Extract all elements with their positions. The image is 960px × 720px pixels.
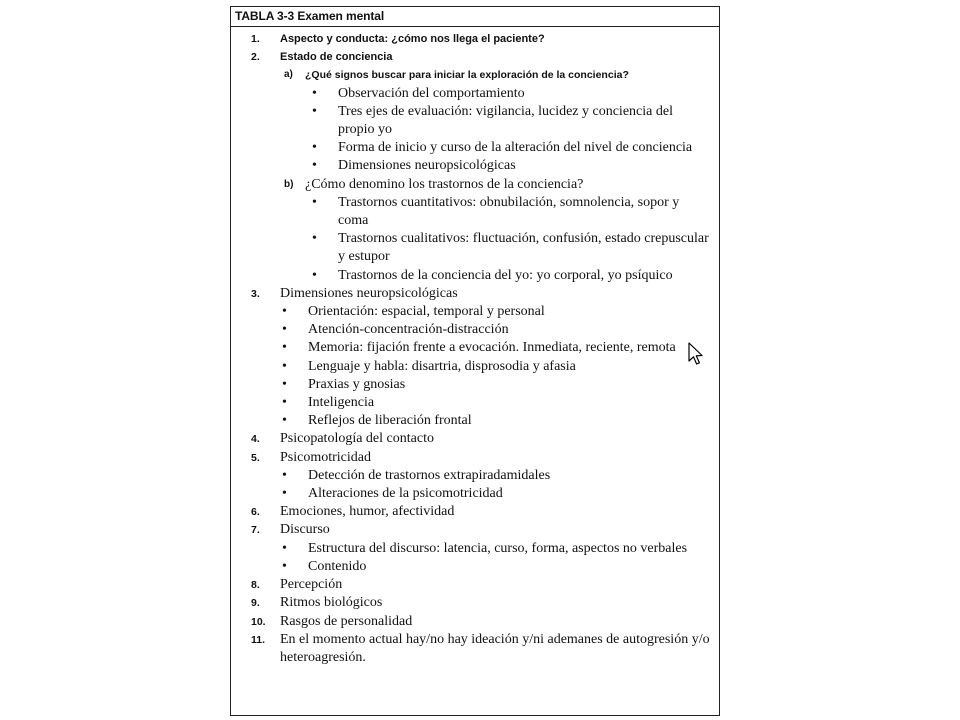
item-number: 2. xyxy=(251,51,260,64)
item-text: Ritmos biológicos xyxy=(280,595,383,611)
bullet-icon: • xyxy=(312,194,317,210)
item-text: Reflejos de liberación frontal xyxy=(308,413,472,429)
sub-item-label: b) xyxy=(284,178,294,190)
numbered-item xyxy=(231,449,719,467)
numbered-item xyxy=(231,48,719,66)
exam-table xyxy=(230,6,720,716)
item-number: 10. xyxy=(251,615,266,628)
item-number: 11. xyxy=(251,633,266,646)
item-text: Estructura del discurso: latencia, curso, forma, aspectos no verbales xyxy=(308,540,688,556)
bullet-item xyxy=(231,230,719,266)
item-text: Inteligencia xyxy=(308,395,375,411)
bullet-item xyxy=(231,540,719,558)
item-number: 7. xyxy=(251,524,260,537)
item-text: Psicopatología del contacto xyxy=(280,431,434,447)
bullet-item xyxy=(231,412,719,430)
item-text: ¿Qué signos buscar para iniciar la exploración de la conciencia? xyxy=(305,69,629,82)
bullet-item xyxy=(231,103,719,139)
item-text: Trastornos cualitativos: fluctuación, confusión, estado crepuscular y estupor xyxy=(338,231,709,265)
bullet-icon: • xyxy=(282,304,287,320)
numbered-item xyxy=(231,613,719,631)
bullet-item xyxy=(231,467,719,485)
numbered-item xyxy=(231,631,719,667)
sub-item xyxy=(231,176,719,194)
bullet-item xyxy=(231,267,719,285)
bullet-item xyxy=(231,339,719,357)
bullet-icon: • xyxy=(312,231,317,247)
numbered-item xyxy=(231,576,719,594)
bullet-icon: • xyxy=(312,140,317,156)
bullet-icon: • xyxy=(282,395,287,411)
item-text: En el momento actual hay/no hay ideación y/ni ademanes de autogresión y/o heteroagresión. xyxy=(280,631,710,665)
item-text: Tres ejes de evaluación: vigilancia, lucidez y conciencia del propio yo xyxy=(338,103,673,138)
item-text: ¿Cómo denomino los trastornos de la conciencia? xyxy=(305,176,584,192)
item-number: 9. xyxy=(251,597,260,610)
bullet-item xyxy=(231,303,719,321)
table-content xyxy=(231,27,719,667)
item-text: Atención-concentración-distracción xyxy=(308,322,509,338)
item-text: Rasgos de personalidad xyxy=(280,613,413,629)
item-text: Dimensiones neuropsicológicas xyxy=(280,285,458,301)
bullet-icon: • xyxy=(282,540,287,556)
item-text: Orientación: espacial, temporal y personal xyxy=(308,304,545,320)
item-text: Detección de trastornos extrapiradamidales xyxy=(308,467,551,483)
item-text: Trastornos de la conciencia del yo: yo corporal, yo psíquico xyxy=(338,267,673,283)
item-text: Praxias y gnosias xyxy=(308,376,406,392)
bullet-item xyxy=(231,139,719,157)
item-text: Lenguaje y habla: disartria, disprosodia y afasia xyxy=(308,358,576,374)
bullet-item xyxy=(231,85,719,103)
table-title: TABLA 3-3 Examen mental xyxy=(231,7,719,27)
bullet-icon: • xyxy=(282,358,287,374)
bullet-item xyxy=(231,358,719,376)
item-number: 1. xyxy=(251,33,260,45)
item-text: Dimensiones neuropsicológicas xyxy=(338,158,516,174)
bullet-item xyxy=(231,157,719,175)
item-text: Forma de inicio y curso de la alteración del nivel de conciencia xyxy=(338,140,693,156)
numbered-item xyxy=(231,521,719,539)
item-text: Percepción xyxy=(280,577,343,593)
bullet-icon: • xyxy=(312,158,317,174)
sub-item xyxy=(231,66,719,84)
bullet-icon: • xyxy=(312,103,317,119)
bullet-icon: • xyxy=(282,322,287,338)
numbered-item xyxy=(231,430,719,448)
mouse-pointer-icon xyxy=(688,342,704,371)
sub-item-label: a) xyxy=(284,69,293,81)
item-text: Contenido xyxy=(308,558,367,574)
item-number: 6. xyxy=(251,506,260,519)
item-text: Psicomotricidad xyxy=(280,449,371,465)
numbered-item xyxy=(231,285,719,303)
bullet-item xyxy=(231,485,719,503)
item-text: Emociones, humor, afectividad xyxy=(280,504,455,520)
item-number: 8. xyxy=(251,579,260,592)
item-text: Discurso xyxy=(280,522,330,538)
numbered-item xyxy=(231,30,719,48)
item-text: Alteraciones de la psicomotricidad xyxy=(308,486,503,502)
bullet-icon: • xyxy=(282,376,287,392)
numbered-item xyxy=(231,503,719,521)
item-text: Memoria: fijación frente a evocación. Inmediata, reciente, remota xyxy=(308,340,676,356)
bullet-icon: • xyxy=(282,340,287,356)
item-text: Aspecto y conducta: ¿cómo nos llega el paciente? xyxy=(280,33,545,45)
item-text: Trastornos cuantitativos: obnubilación, somnolencia, sopor y coma xyxy=(338,194,680,229)
bullet-icon: • xyxy=(282,467,287,483)
bullet-icon: • xyxy=(282,558,287,574)
bullet-icon: • xyxy=(312,267,317,283)
item-number: 3. xyxy=(251,287,260,300)
bullet-item xyxy=(231,394,719,412)
item-number: 5. xyxy=(251,451,260,464)
item-text: Estado de conciencia xyxy=(280,51,393,64)
bullet-item xyxy=(231,376,719,394)
bullet-icon: • xyxy=(282,413,287,429)
numbered-item xyxy=(231,594,719,612)
bullet-item xyxy=(231,558,719,576)
bullet-item xyxy=(231,194,719,230)
bullet-item xyxy=(231,321,719,339)
bullet-icon: • xyxy=(282,486,287,502)
item-text: Observación del comportamiento xyxy=(338,85,525,101)
item-number: 4. xyxy=(251,433,260,446)
bullet-icon: • xyxy=(312,85,317,101)
